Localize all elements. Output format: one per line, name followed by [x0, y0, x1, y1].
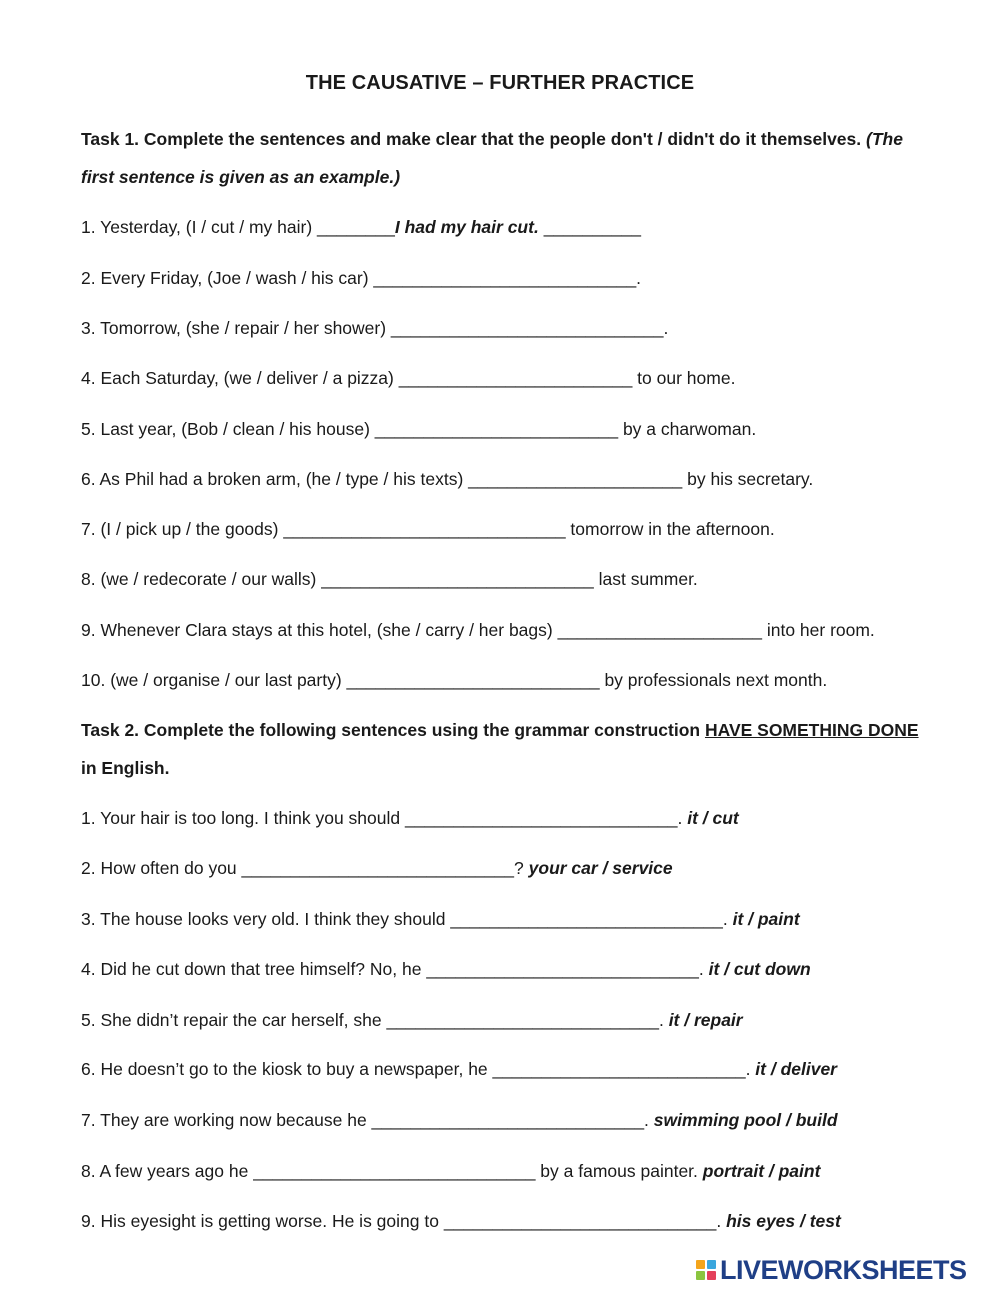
task1-heading	[81, 129, 903, 150]
task2-item-cue: swimming pool / build	[653, 1110, 838, 1130]
task2-item-cue: it / repair	[668, 1010, 743, 1030]
task1-item[interactable]: 9. Whenever Clara stays at this hotel, (she / carry / her bags) _____________________ into her room.	[81, 620, 875, 640]
task1-item[interactable]: 8. (we / redecorate / our walls) ____________________________ last summer.	[81, 569, 698, 589]
task2-heading-text: Task 2. Complete the following sentences using the grammar construction	[81, 720, 705, 740]
task2-item[interactable]	[81, 909, 800, 930]
task1-item[interactable]: 4. Each Saturday, (we / deliver / a pizza) ________________________ to our home.	[81, 368, 736, 388]
example-blank: __________	[538, 217, 642, 237]
task2-heading	[81, 720, 919, 741]
task2-item-text: 8. A few years ago he _____________________________ by a famous painter.	[81, 1161, 703, 1181]
task2-item-cue: it / cut	[687, 808, 739, 828]
task2-item[interactable]	[81, 1161, 820, 1182]
logo-text: LIVEWORKSHEETS	[720, 1254, 967, 1285]
task2-item-cue: it / cut down	[708, 959, 811, 979]
example-answer: I had my hair cut.	[394, 217, 539, 237]
task1-item[interactable]: 10. (we / organise / our last party) __________________________ by professionals next month.	[81, 670, 828, 690]
task2-item-cue: it / deliver	[755, 1059, 837, 1079]
task2-item-text: 6. He doesn’t go to the kiosk to buy a newspaper, he __________________________.	[81, 1059, 756, 1079]
liveworksheets-logo[interactable]	[696, 1253, 967, 1287]
task2-item-text: 9. His eyesight is getting worse. He is going to ____________________________.	[81, 1211, 727, 1231]
task2-item-text: 2. How often do you ____________________________?	[81, 858, 529, 878]
task2-item[interactable]	[81, 858, 673, 879]
task2-item[interactable]	[81, 959, 811, 980]
task2-heading-line2: in English.	[81, 758, 170, 778]
task1-heading-text: Task 1. Complete the sentences and make clear that the people don't / didn't do it themselves.	[81, 129, 862, 149]
task2-item-text: 4. Did he cut down that tree himself? No, he ____________________________.	[81, 959, 709, 979]
logo-squares-icon	[696, 1260, 716, 1280]
task1-heading-note-line2: first sentence is given as an example.)	[81, 167, 401, 187]
page-title: THE CAUSATIVE – FURTHER PRACTICE	[305, 72, 695, 94]
logo-square	[696, 1271, 705, 1280]
task2-item-text: 3. The house looks very old. I think they should ____________________________.	[81, 909, 733, 929]
logo-square	[707, 1260, 716, 1269]
task2-item[interactable]	[81, 1010, 743, 1031]
task2-item-cue: your car / service	[528, 858, 673, 878]
example-prompt: 1. Yesterday, (I / cut / my hair) ________	[81, 217, 395, 237]
logo-square	[696, 1260, 705, 1269]
task2-item[interactable]	[81, 808, 739, 829]
task1-item[interactable]: 6. As Phil had a broken arm, (he / type / his texts) ______________________ by his secretary.	[81, 469, 814, 489]
logo-square	[707, 1271, 716, 1280]
task1-item[interactable]: 2. Every Friday, (Joe / wash / his car) ___________________________.	[81, 268, 642, 288]
task1-heading-note: (The	[866, 129, 903, 149]
task2-item-cue: portrait / paint	[702, 1161, 821, 1181]
task2-item-text: 1. Your hair is too long. I think you should ____________________________.	[81, 808, 688, 828]
task1-item[interactable]: 7. (I / pick up / the goods) _____________________________ tomorrow in the afternoon.	[81, 519, 775, 539]
task2-heading-construction: HAVE SOMETHING DONE	[704, 720, 919, 740]
task2-item-cue: his eyes / test	[726, 1211, 841, 1231]
task2-item[interactable]	[81, 1110, 838, 1131]
task2-item-text: 7. They are working now because he ____________________________.	[81, 1110, 654, 1130]
task1-item[interactable]: 5. Last year, (Bob / clean / his house) _________________________ by a charwoman.	[81, 419, 757, 439]
task2-item-cue: it / paint	[732, 909, 800, 929]
task1-item[interactable]: 3. Tomorrow, (she / repair / her shower) ____________________________.	[81, 318, 669, 338]
task2-item-text: 5. She didn’t repair the car herself, she ____________________________.	[81, 1010, 669, 1030]
task2-item[interactable]	[81, 1059, 837, 1080]
task2-item[interactable]	[81, 1211, 841, 1232]
task1-example	[81, 217, 641, 238]
